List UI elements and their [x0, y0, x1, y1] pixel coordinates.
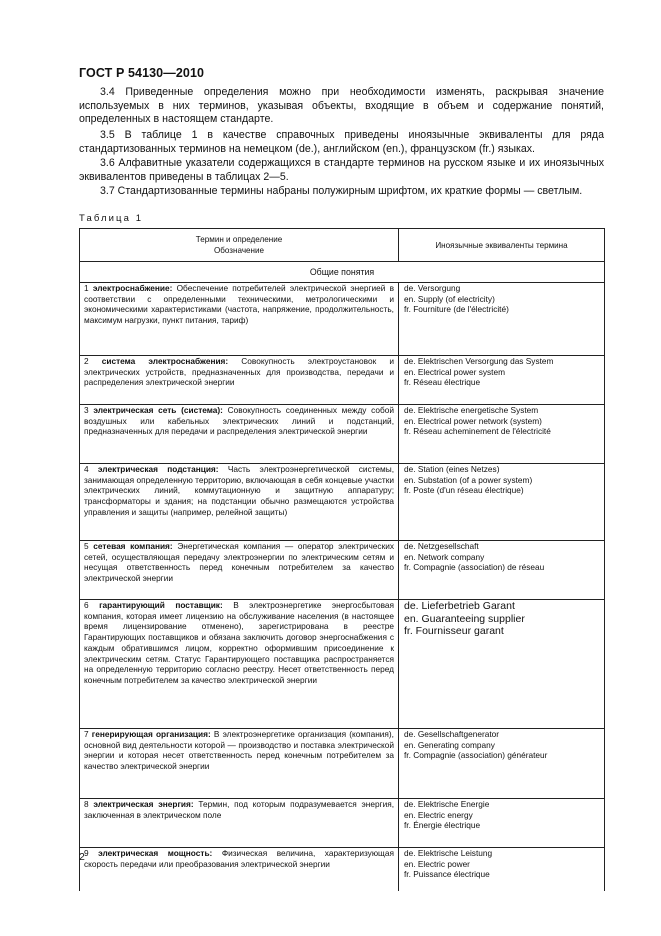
equivalent-fr: fr. Compagnie (association) de réseau: [404, 562, 545, 573]
equivalent-en: en. Supply (of electricity): [404, 293, 495, 304]
equivalent-fr: fr. Réseau électrique: [404, 377, 481, 388]
paragraph-3-6: 3.6 Алфавитные указатели содержащихся в стандарте терминов на русском языке и их иноязычных эквивалентов приведены в таблицах 2—5.: [79, 157, 604, 183]
equivalent-de: de. Elektrische energetische System: [404, 405, 539, 415]
paragraph-3-5: 3.5 В таблице 1 в качестве справочных приведены иноязычные эквиваленты для ряда стандартизованных терминов на немецком (de.), английском (en.), французском (fr.) языках.: [79, 129, 604, 155]
header-equivalents: Иноязычные эквиваленты термина: [399, 229, 605, 262]
term-number: 4: [84, 464, 89, 474]
equivalent-fr: fr. Énergie électrique: [404, 820, 481, 831]
equivalent-fr: fr. Puissance électrique: [404, 869, 490, 880]
equivalents-cell: [399, 541, 605, 600]
header-term-label: Термин и определение: [195, 235, 283, 244]
term-definition: Часть электроэнергетической системы, занимающая определенную территорию, включающая в себя концевые участки электрических линий, коммутационную и защитную аппаратуру; трансформаторы и здания; на подстанции обычно размещаются устройства управления и защиты (например, релейной защиты): [84, 464, 395, 517]
term-definition: Энергетическая компания — оператор электрических сетей, осуществляющая передачу электроэнергии по электрическим сетям и несущая ответственность перед конечным потребителем за качество электрической энергии: [84, 541, 394, 584]
table-row: [80, 799, 605, 848]
term-name: электрическая сеть (система):: [93, 405, 223, 415]
equivalents-cell: [399, 356, 605, 405]
term-definition: Термин, под которым подразумевается энергия, заключенная в электрическом поле: [84, 799, 395, 820]
term-number: 5: [84, 541, 89, 551]
term-cell: [80, 729, 399, 799]
equivalent-en: en. Electric energy: [404, 809, 473, 820]
term-definition: В электроэнергетике энергосбытовая компания, которая имеет лицензию на обслуживание населения (в настоящее время лицензирование отменено), зарегистрирована в реестре Гарантирующих поставщиков и обязана заключить договор энергоснабжения с каждым обратившимся лицом, корректно оформившим присоединение к электрическим сетям. Статус Гарантирующего поставщика распространяется на определенную территорию согласно реестру. Несет ответственность перед конечным потребителем за качество электрической энергии: [84, 600, 394, 685]
terms-table: [79, 228, 605, 891]
term-number: 2: [84, 356, 89, 366]
term-number: 7: [84, 729, 89, 739]
equivalent-de: de. Netzgesellschaft: [404, 541, 479, 551]
equivalents-cell: [399, 600, 605, 729]
equivalent-fr: fr. Poste (d'un réseau électrique): [404, 485, 524, 496]
equivalent-de: de. Versorgung: [404, 283, 461, 293]
term-cell: [80, 356, 399, 405]
section-row: [80, 262, 605, 283]
term-number: 3: [84, 405, 89, 415]
term-cell: [80, 541, 399, 600]
term-definition: Совокупность соединенных между собой воздушных или кабельных электрических линий и подстанций, предназначенных для передачи и распределения электрической энергии: [84, 405, 395, 437]
term-name: электроснабжение:: [92, 283, 173, 293]
term-cell: [80, 405, 399, 464]
equivalent-fr: fr. Fourniture (de l'électricité): [404, 304, 509, 315]
equivalent-de: de. Elektrische Energie: [404, 799, 490, 809]
table-header-row: [80, 229, 605, 262]
term-cell: [80, 464, 399, 541]
term-cell: [80, 848, 399, 892]
term-definition: Физическая величина, характеризующая скорость передачи или преобразования электрической энергии: [84, 848, 394, 869]
header-term-definition: [80, 229, 399, 262]
equivalent-de: de. Elektrische Leistung: [404, 848, 493, 858]
term-name: гарантирующий поставщик:: [99, 600, 223, 610]
table-row: [80, 541, 605, 600]
equivalents-cell: [399, 799, 605, 848]
table-row: [80, 729, 605, 799]
equivalent-en: en. Network company: [404, 551, 485, 562]
table-row: [80, 356, 605, 405]
table-row: [80, 464, 605, 541]
equivalent-en: en. Generating company: [404, 739, 495, 750]
term-cell: [80, 799, 399, 848]
table-row: [80, 283, 605, 356]
term-definition: В электроэнергетике организация (компания), основной вид деятельности которой — производство и поставка электрической энергии и которая несет ответственность перед конечным потребителем за качество электрической энергии: [84, 729, 394, 772]
table-row: [80, 848, 605, 892]
equivalent-en: en. Electrical power system: [404, 366, 505, 377]
term-name: система электроснабжения:: [101, 356, 229, 366]
term-cell: [80, 283, 399, 356]
term-number: 8: [84, 799, 89, 809]
term-name: электрическая энергия:: [93, 799, 194, 809]
equivalent-en: en. Electrical power network (system): [404, 415, 542, 426]
paragraph-3-7: 3.7 Стандартизованные термины набраны полужирным шрифтом, их краткие формы — светлым.: [100, 185, 583, 197]
table-caption: Таблица 1: [79, 213, 144, 224]
document-header: ГОСТ Р 54130—2010: [79, 66, 205, 80]
equivalent-fr: fr. Fournisseur garant: [404, 625, 504, 637]
equivalents-cell: [399, 729, 605, 799]
equivalents-cell: [399, 405, 605, 464]
section-title: Общие понятия: [80, 262, 605, 283]
term-number: 6: [84, 600, 89, 610]
term-name: генерирующая организация:: [91, 729, 211, 739]
equivalent-en: en. Electric power: [404, 858, 470, 869]
term-name: сетевая компания:: [93, 541, 173, 551]
paragraph-3-4: 3.4 Приведенные определения можно при необходимости изменять, раскрывая значение используемых в них терминов, указывая объекты, входящие в объем и содержание понятий, определенных в настоящем стандарте.: [79, 86, 604, 126]
equivalents-cell: [399, 464, 605, 541]
term-number: 9: [84, 848, 89, 858]
term-definition: Обеспечение потребителей электрической энергией в соответствии с определенными техническими, метрологическими и экономическими характеристиками (частота, напряжение, продолжительность, максимум нагрузки, пункт питания, тариф): [84, 283, 394, 326]
equivalent-en: en. Substation (of a power system): [404, 474, 533, 485]
equivalent-de: de. Gesellschaftgenerator: [404, 729, 500, 739]
equivalents-cell: [399, 283, 605, 356]
table-row: [80, 600, 605, 729]
term-name: электрическая подстанция:: [97, 464, 219, 474]
equivalent-de: de. Elektrischen Versorgung das System: [404, 356, 554, 366]
table-row: [80, 405, 605, 464]
term-cell: [80, 600, 399, 729]
equivalents-cell: [399, 848, 605, 892]
header-designation-label: Обозначение: [213, 246, 265, 255]
equivalent-de: de. Station (eines Netzes): [404, 464, 500, 474]
page-number: 2: [79, 851, 85, 863]
equivalent-de: de. Lieferbetrieb Garant: [404, 600, 515, 612]
term-name: электрическая мощность:: [98, 848, 213, 858]
term-definition: Совокупность электроустановок и электрических устройств, предназначенных для производства, передачи и распределения электрической энергии: [84, 356, 394, 388]
equivalent-fr: fr. Compagnie (association) générateur: [404, 750, 548, 761]
equivalent-en: en. Guaranteeing supplier: [404, 612, 525, 625]
term-number: 1: [84, 283, 89, 293]
equivalent-fr: fr. Réseau acheminement de l'électricité: [404, 426, 551, 437]
